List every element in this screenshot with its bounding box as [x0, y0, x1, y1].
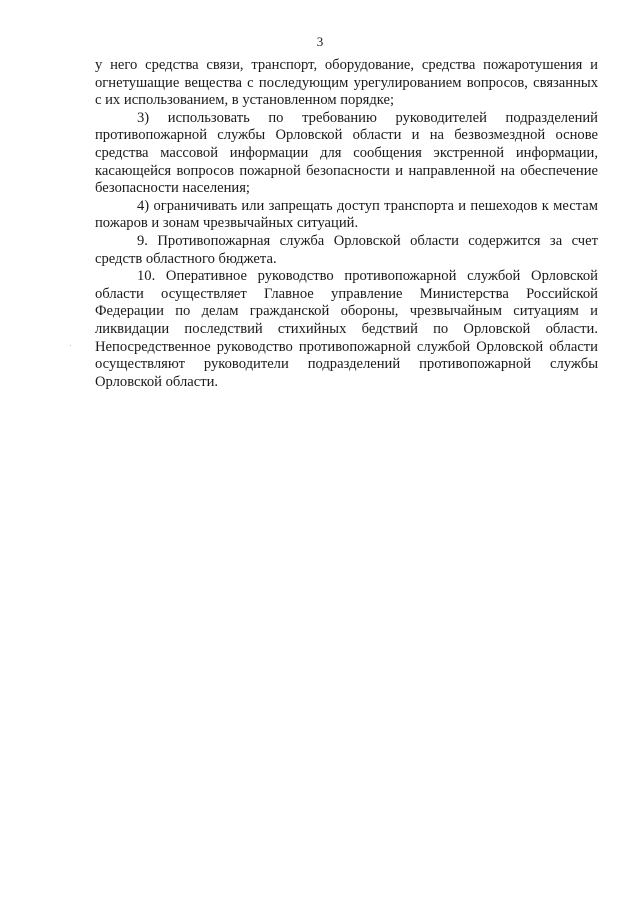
paragraph-section-10: 10. Оперативное руководство противопожарной службой Орловской области осуществляет Главное управление Министерства Российской Федерации по делам гражданской обороны, чрезвычайным ситуациям и ликвидации последствий стихийных бедствий по Орловской области. Непосредственное руководство противопожарной службой Орловской области осуществляют руководители подразделений противопожарной службы Орловской области.: [95, 268, 598, 390]
paragraph-continuation: у него средства связи, транспорт, оборудование, средства пожаротушения и огнетушащие вещества с последующим урегулированием вопросов, связанных с их использованием, в установленном порядке;: [95, 57, 598, 109]
document-body: [95, 57, 598, 391]
paragraph-item-3: 3) использовать по требованию руководителей подразделений противопожарной службы Орловской области и на безвозмездной основе средства массовой информации для сообщения экстренной информации, касающейся вопросов пожарной безопасности и направленной на обеспечение безопасности населения;: [95, 109, 598, 197]
paragraph-section-9: 9. Противопожарная служба Орловской области содержится за счет средств областного бюджета.: [95, 232, 598, 267]
paragraph-item-4: 4) ограничивать или запрещать доступ транспорта и пешеходов к местам пожаров и зонам чрезвычайных ситуаций.: [95, 197, 598, 232]
page-number: 3: [316, 34, 324, 49]
scan-speck: [70, 345, 71, 346]
